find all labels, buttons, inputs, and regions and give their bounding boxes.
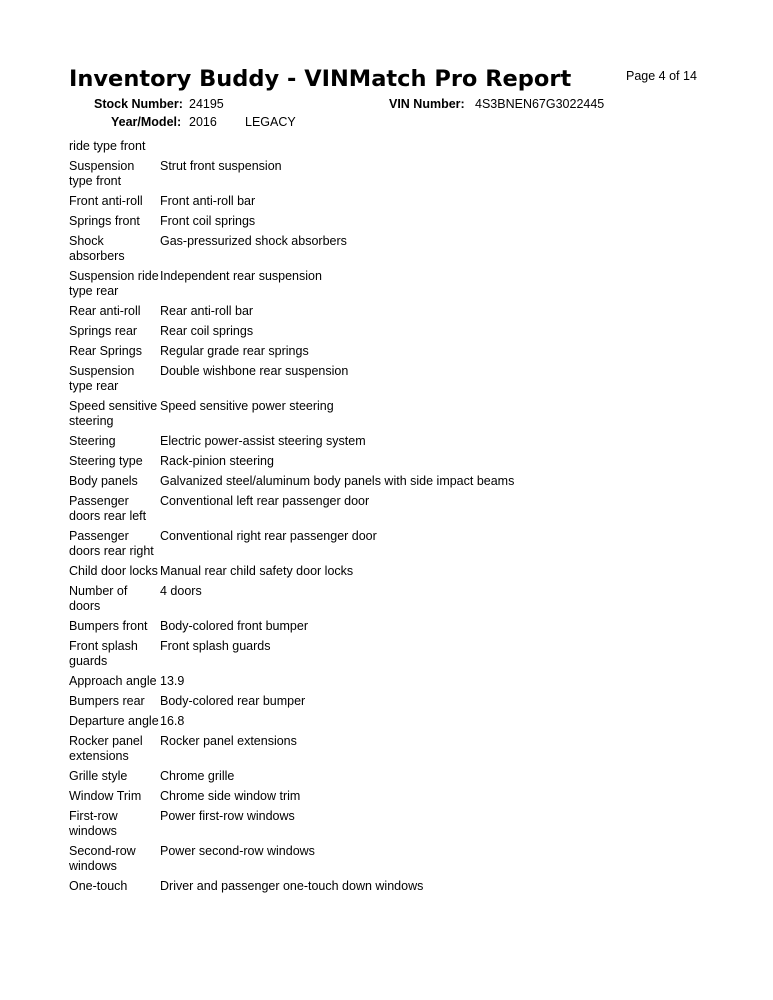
- spec-value: Front splash guards: [160, 638, 271, 653]
- spec-row: [69, 157, 709, 190]
- spec-value: Regular grade rear springs: [160, 343, 309, 358]
- spec-value: Rocker panel extensions: [160, 733, 297, 748]
- spec-label: Rear anti-roll: [69, 303, 141, 318]
- spec-value: Chrome side window trim: [160, 788, 301, 803]
- spec-label: Second-row windows: [69, 843, 136, 873]
- spec-label: Springs front: [69, 213, 140, 228]
- spec-value: Front coil springs: [160, 213, 256, 228]
- spec-label: Springs rear: [69, 323, 138, 338]
- spec-value: Rack-pinion steering: [160, 453, 274, 468]
- spec-label: Passenger doors rear right: [69, 528, 154, 558]
- spec-value: Power first-row windows: [160, 808, 295, 823]
- spec-row: [69, 322, 709, 340]
- spec-label: One-touch: [69, 878, 128, 893]
- spec-label: Speed sensitive steering: [69, 398, 158, 428]
- spec-value: Speed sensitive power steering: [160, 398, 334, 413]
- spec-row: [69, 732, 709, 765]
- spec-row: [69, 787, 709, 805]
- spec-label: Bumpers rear: [69, 693, 145, 708]
- spec-label: Shock absorbers: [69, 233, 125, 263]
- spec-value: Body-colored front bumper: [160, 618, 308, 633]
- spec-label: Window Trim: [69, 788, 142, 803]
- spec-row: [69, 807, 709, 840]
- spec-label: Passenger doors rear left: [69, 493, 147, 523]
- spec-value: Galvanized steel/aluminum body panels with side impact beams: [160, 473, 515, 488]
- spec-row: [69, 137, 709, 155]
- spec-label: Rear Springs: [69, 343, 142, 358]
- spec-row: [69, 527, 709, 560]
- spec-row: [69, 397, 709, 430]
- spec-label: Steering type: [69, 453, 143, 468]
- spec-value: Manual rear child safety door locks: [160, 563, 354, 578]
- spec-label: Suspension ride type rear: [69, 268, 159, 298]
- spec-value: Double wishbone rear suspension: [160, 363, 349, 378]
- spec-label: Rocker panel extensions: [69, 733, 143, 763]
- spec-row: [69, 712, 709, 730]
- spec-label: Suspension type front: [69, 158, 135, 188]
- spec-label: Departure angle: [69, 713, 159, 728]
- stock-number-label: Stock Number:: [94, 97, 183, 111]
- spec-row: [69, 617, 709, 635]
- spec-row: [69, 877, 709, 895]
- spec-row: [69, 192, 709, 210]
- spec-row: [69, 582, 709, 615]
- spec-row: [69, 767, 709, 785]
- spec-value: Driver and passenger one-touch down windows: [160, 878, 424, 893]
- spec-row: [69, 672, 709, 690]
- spec-value: Rear coil springs: [160, 323, 254, 338]
- spec-value: 13.9: [160, 673, 185, 688]
- spec-value: Conventional left rear passenger door: [160, 493, 370, 508]
- spec-row: [69, 692, 709, 710]
- spec-value: [160, 139, 709, 154]
- spec-label: Number of doors: [69, 583, 128, 613]
- spec-row: [69, 562, 709, 580]
- spec-value: Front anti-roll bar: [160, 193, 256, 208]
- spec-row: [69, 452, 709, 470]
- spec-label: Approach angle: [69, 673, 157, 688]
- spec-value: Electric power-assist steering system: [160, 433, 366, 448]
- spec-label: Front anti-roll: [69, 193, 143, 208]
- spec-row: [69, 842, 709, 875]
- report-title: Inventory Buddy - VINMatch Pro Report: [69, 66, 572, 92]
- model-value: LEGACY: [245, 115, 296, 129]
- spec-row: [69, 492, 709, 525]
- spec-value: Conventional right rear passenger door: [160, 528, 377, 543]
- spec-row: [69, 212, 709, 230]
- vin-number-label: VIN Number:: [389, 97, 465, 111]
- spec-row: [69, 267, 709, 300]
- spec-label: ride type front: [69, 138, 146, 153]
- spec-label: Steering: [69, 433, 116, 448]
- vin-number-value: 4S3BNEN67G3022445: [475, 97, 605, 111]
- spec-list: [69, 137, 709, 897]
- year-model-label: Year/Model:: [111, 115, 182, 129]
- spec-label: Bumpers front: [69, 618, 148, 633]
- spec-value: Power second-row windows: [160, 843, 315, 858]
- spec-value: 4 doors: [160, 583, 202, 598]
- spec-row: [69, 302, 709, 320]
- spec-label: Suspension type rear: [69, 363, 135, 393]
- spec-label: Grille style: [69, 768, 128, 783]
- spec-value: Rear anti-roll bar: [160, 303, 254, 318]
- year-value: 2016: [189, 115, 217, 129]
- spec-label: Front splash guards: [69, 638, 138, 668]
- spec-row: [69, 432, 709, 450]
- page-number: Page 4 of 14: [626, 69, 697, 83]
- spec-value: Gas-pressurized shock absorbers: [160, 233, 347, 248]
- spec-value: Independent rear suspension: [160, 268, 322, 283]
- spec-row: [69, 362, 709, 395]
- spec-label: Child door locks: [69, 563, 158, 578]
- spec-value: Strut front suspension: [160, 158, 282, 173]
- spec-value: Chrome grille: [160, 768, 235, 783]
- spec-row: [69, 637, 709, 670]
- stock-number-value: 24195: [189, 97, 224, 111]
- spec-row: [69, 342, 709, 360]
- spec-row: [69, 232, 709, 265]
- spec-value: Body-colored rear bumper: [160, 693, 306, 708]
- spec-row: [69, 472, 709, 490]
- spec-value: 16.8: [160, 713, 185, 728]
- spec-label: First-row windows: [69, 808, 118, 838]
- spec-label: Body panels: [69, 473, 138, 488]
